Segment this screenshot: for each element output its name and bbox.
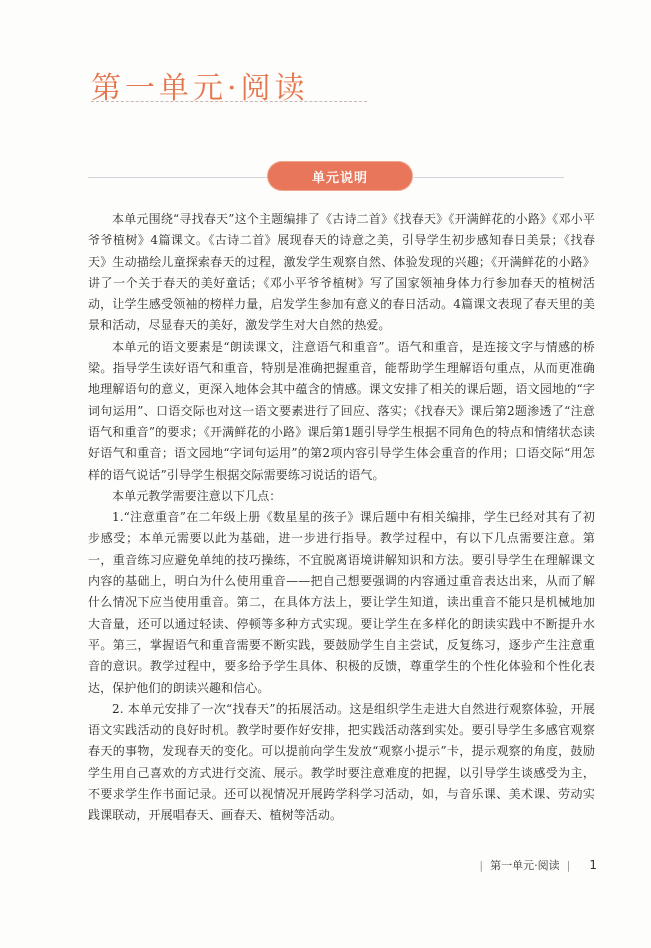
section-divider-right: [412, 177, 564, 178]
footer-separator: |: [479, 858, 484, 872]
body-text: [88, 209, 595, 827]
footer-separator: |: [566, 858, 571, 872]
paragraph: 2. 本单元安排了一次“找春天”的拓展活动。这是组织学生走进大自然进行观察体验，开展语文实践活动的良好时机。教学时要作好安排，把实践活动落到实处。要引导学生多感官观察春天的事物，发现春天的变化。可以提前向学生发放“观察小提示”卡，提示观察的角度，鼓励学生用自己喜欢的方式进行交流、展示。教学时要注意难度的把握，以引导学生谈感受为主，不要求学生作书面记录。还可以视情况开展跨学科学习活动，如，与音乐课、美术课、劳动实践课联动，开展唱春天、画春天、植树等活动。: [88, 701, 595, 823]
title-underline: [91, 101, 367, 102]
paragraph: 1.“注意重音”在二年级上册《数星星的孩子》课后题中有相关编排，学生已经对其有了初步感受；本单元需要以此为基础，进一步进行指导。教学过程中，有以下几点需要注意。第一，重音练习应避免单纯的技巧操练，不宜脱离语境讲解知识和方法。要引导学生在理解课文内容的基础上，明白为什么使用重音——把自己想要强调的内容通过重音表达出来，从而了解什么情况下应当使用重音。第二，在具体方法上，要让学生知道，读出重音不能只是机械地加大音量，还可以通过轻读、停顿等多种方式实现。要让学生在多样化的朗读实践中不断提升水平。第三，掌握语气和重音需要不断实践，要鼓励学生自主尝试，反复练习，逐步产生注意重音的意识。教学过程中，要多给予学生具体、积极的反馈，尊重学生的个性化体验和个性化表达，保护他们的朗读兴趣和信心。: [88, 510, 595, 695]
paragraph: 本单元教学需要注意以下几点：: [112, 488, 282, 503]
page-number: 1: [589, 858, 597, 872]
unit-title: 第一单元·阅读: [91, 71, 309, 106]
section-divider-left: [88, 177, 268, 178]
page-footer: [479, 857, 597, 873]
paragraph: 本单元围绕“寻找春天”这个主题编排了《古诗二首》《找春天》《开满鲜花的小路》《邓小平爷爷植树》4篇课文。《古诗二首》展现春天的诗意之美，引导学生初步感知春日美景；《找春天》生动描绘儿童探索春天的过程，激发学生观察自然、体验发现的兴趣；《开满鲜花的小路》讲了一个关于春天的美好童话；《邓小平爷爷植树》写了国家领袖身体力行参加春天的植树活动，让学生感受领袖的榜样力量，启发学生参加有意义的春日活动。4篇课文表现了春天里的美景和活动，尽显春天的美好，激发学生对大自然的热爱。: [88, 212, 595, 333]
section-label: 单元说明: [268, 162, 412, 190]
paragraph: 本单元的语文要素是“朗读课文，注意语气和重音”。语气和重音，是连接文字与情感的桥梁。指导学生读好语气和重音，特别是准确把握重音，能帮助学生理解语句重点，从而更准确地理解语句的意义，更深入地体会其中蕴含的情感。课文安排了相关的课后题，语文园地的“字词句运用”、口语交际也对这一语文要素进行了回应、落实；《找春天》课后第2题渗透了“注意语气和重音”的要求；《开满鲜花的小路》课后第1题引导学生根据不同角色的特点和情绪状态读好语气和重音；语文园地“字词句运用”的第2项内容引导学生体会重音的作用；口语交际“用怎样的语气说话”引导学生根据交际需要练习说话的语气。: [88, 339, 595, 482]
running-head: 第一单元·阅读: [490, 859, 560, 872]
